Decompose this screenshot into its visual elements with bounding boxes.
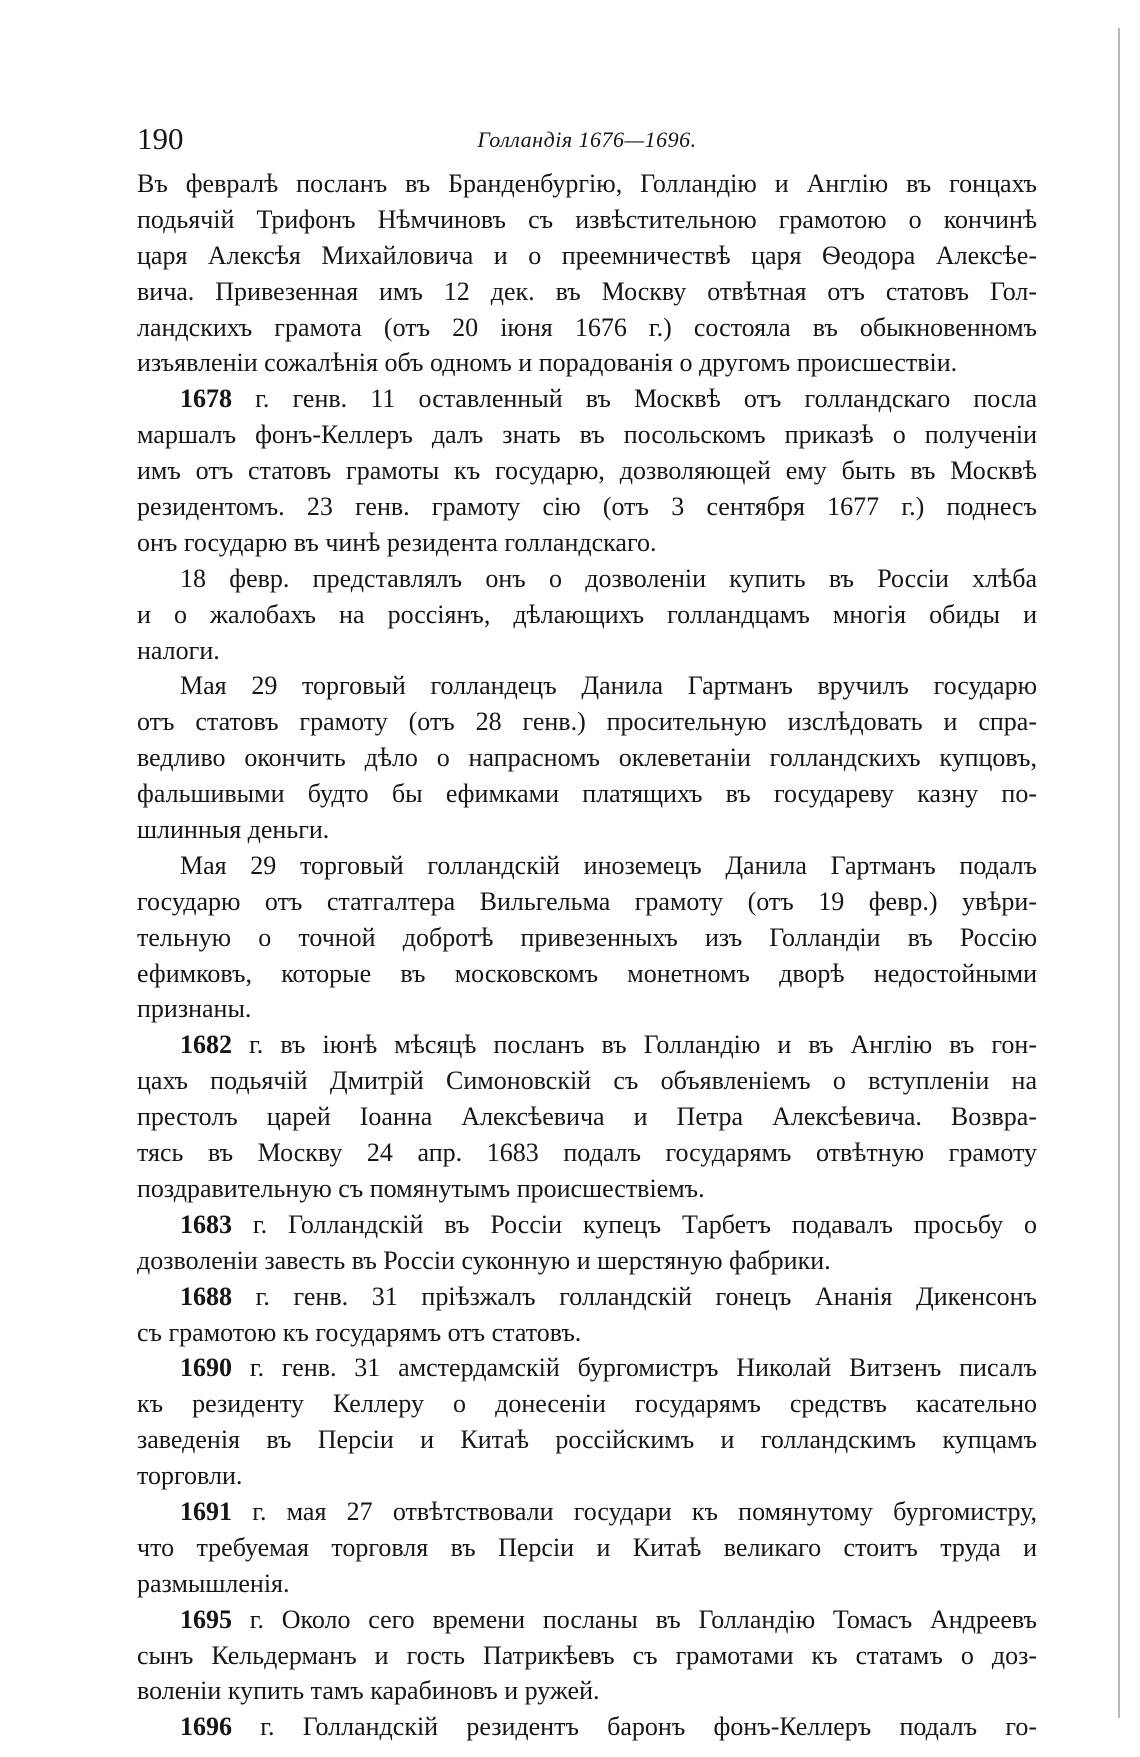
line-text: Въ февралѣ посланъ въ Бранденбургію, Голландію и Англію въ гонцахъ (137, 169, 1037, 198)
text-line (137, 1063, 1037, 1099)
line-text: что требуемая торговля въ Персіи и Китаѣ великаго стоитъ труда и (137, 1532, 1037, 1562)
line-text: ефимковъ, которые въ московскомъ монетномъ дворѣ недостойными (137, 958, 1037, 988)
paragraph (137, 1709, 1037, 1745)
text-line (137, 633, 1037, 669)
body-text (137, 166, 1037, 1745)
text-line (137, 417, 1037, 453)
text-line (137, 1099, 1037, 1135)
text-line (137, 1207, 1037, 1243)
line-text: налоги. (137, 635, 220, 665)
line-text: маршалъ фонъ-Келлеръ далъ знать въ посольскомъ приказѣ о полученіи (137, 420, 1037, 450)
line-text: г. генв. 31 пріѣзжалъ голландскій гонецъ Ананія Дикенсонъ (232, 1281, 1037, 1311)
line-text: признаны. (137, 994, 252, 1024)
line-text: г. мая 27 отвѣтствовали государи къ помянутому бургомистру, (232, 1496, 1037, 1526)
text-line (137, 1709, 1037, 1745)
line-text: г. Голландскій резидентъ баронъ фонъ-Келлеръ подалъ го- (232, 1712, 1037, 1742)
text-line (137, 1027, 1037, 1063)
line-text: шлинныя деньги. (137, 815, 330, 845)
entry-year: 1690 (180, 1353, 232, 1383)
line-text: дозволеніи завесть въ Россіи суконную и шерстяную фабрики. (137, 1245, 831, 1275)
line-text: престолъ царей Іоанна Алексѣевича и Петра Алексѣевича. Возвра- (137, 1102, 1037, 1132)
text-line (137, 920, 1037, 956)
text-line (137, 740, 1037, 776)
text-line (137, 1530, 1037, 1566)
text-line (137, 489, 1037, 525)
line-text: заведенія въ Персіи и Китаѣ россійскимъ и голландскимъ купцамъ (137, 1425, 1037, 1455)
line-text: воленіи купить тамъ карабиновъ и ружей. (137, 1676, 600, 1706)
text-line (137, 668, 1037, 704)
text-line (137, 1638, 1037, 1674)
paragraph (137, 668, 1037, 847)
line-text: фальшивыми будто бы ефимками платящихъ въ государеву казну по- (137, 779, 1037, 809)
entry-year: 1683 (180, 1209, 232, 1239)
line-text: ведливо окончить дѣло о напрасномъ оклеветаніи голландскихъ купцовъ, (137, 743, 1037, 773)
line-text: къ резиденту Келлеру о донесеніи государямъ средствъ касательно (137, 1389, 1037, 1419)
text-line (137, 1171, 1037, 1207)
text-line (137, 525, 1037, 561)
entry-year: 1682 (180, 1030, 232, 1060)
text-line (137, 274, 1037, 310)
line-text: съ грамотою къ государямъ отъ статовъ. (137, 1317, 582, 1347)
paragraph (137, 561, 1037, 669)
page-number: 190 (137, 121, 184, 156)
paragraph (137, 1027, 1037, 1206)
line-text: Мая 29 торговый голландецъ Данила Гартманъ вручилъ государю (180, 671, 1037, 701)
running-title: Голландія 1676—1696. (477, 127, 697, 152)
line-text: ландскихъ грамота (отъ 20 іюня 1676 г.) состояла въ обыкновенномъ (137, 312, 1037, 342)
text-line (137, 704, 1037, 740)
page-edge-line (1118, 28, 1120, 1718)
text-line (137, 1673, 1037, 1709)
text-line (137, 1386, 1037, 1422)
paragraph (137, 1350, 1037, 1494)
line-text: торговли. (137, 1461, 243, 1491)
paragraph (137, 166, 1037, 381)
line-text: отъ статовъ грамоту (отъ 28 генв.) просительную изслѣдовать и спра- (137, 707, 1037, 737)
text-line (137, 1135, 1037, 1171)
entry-year: 1695 (180, 1604, 232, 1634)
text-line (137, 991, 1037, 1027)
entry-year: 1688 (180, 1281, 232, 1311)
entry-year: 1678 (180, 384, 232, 414)
page-header (137, 122, 1037, 156)
text-line (137, 238, 1037, 274)
text-line (137, 345, 1037, 381)
line-text: г. Голландскій въ Россіи купецъ Тарбетъ подавалъ просьбу о (232, 1209, 1037, 1239)
text-line (137, 166, 1037, 202)
text-line (137, 1602, 1037, 1638)
line-text: резидентомъ. 23 генв. грамоту сію (отъ 3 сентября 1677 г.) поднесъ (137, 492, 1037, 522)
paragraph (137, 1207, 1037, 1279)
line-text: царя Алексѣя Михайловича и о преемничествѣ царя Ѳеодора Алексѣе- (137, 240, 1037, 270)
text-line (137, 1350, 1037, 1386)
paragraph (137, 1494, 1037, 1602)
text-line (137, 812, 1037, 848)
text-line (137, 848, 1037, 884)
line-text: и о жалобахъ на россіянъ, дѣлающихъ голландцамъ многія обиды и (137, 599, 1037, 629)
line-text: сынъ Кельдерманъ и гость Патрикѣевъ съ грамотами къ статамъ о доз- (137, 1640, 1037, 1670)
line-text: изъявленіи сожалѣнія объ одномъ и порадованія о другомъ происшествіи. (137, 348, 958, 378)
line-text: тясь въ Москву 24 апр. 1683 подалъ государямъ отвѣтную грамоту (137, 1138, 1037, 1168)
line-text: имъ отъ статовъ грамоты къ государю, дозволяющей ему быть въ Москвѣ (137, 456, 1037, 486)
entry-year: 1696 (180, 1712, 232, 1742)
line-text: Мая 29 торговый голландскій иноземецъ Данила Гартманъ подалъ (180, 850, 1037, 880)
entry-year: 1691 (180, 1496, 232, 1526)
text-line (137, 1494, 1037, 1530)
text-line (137, 1458, 1037, 1494)
paragraph (137, 848, 1037, 1027)
line-text: подьячій Трифонъ Нѣмчиновъ съ извѣстительною грамотою о кончинѣ (137, 204, 1037, 234)
text-line (137, 597, 1037, 633)
line-text: вича. Привезенная имъ 12 дек. въ Москву отвѣтная отъ статовъ Гол- (137, 276, 1037, 306)
line-text: г. генв. 11 оставленный въ Москвѣ отъ голландскаго посла (232, 384, 1037, 414)
text-line (137, 381, 1037, 417)
text-line (137, 561, 1037, 597)
text-line (137, 884, 1037, 920)
line-text: цахъ подьячій Дмитрій Симоновскій съ объявленіемъ о вступленіи на (137, 1066, 1037, 1096)
text-line (137, 453, 1037, 489)
line-text: г. генв. 31 амстердамскій бургомистръ Николай Витзенъ писалъ (232, 1353, 1037, 1383)
text-line (137, 1566, 1037, 1602)
paragraph (137, 1279, 1037, 1351)
text-line (137, 202, 1037, 238)
text-line (137, 1315, 1037, 1351)
text-line (137, 776, 1037, 812)
line-text: государю отъ статгалтера Вильгельма грамоту (отъ 19 февр.) увѣри- (137, 886, 1037, 916)
text-line (137, 1279, 1037, 1315)
text-line (137, 310, 1037, 346)
line-text: онъ государю въ чинѣ резидента голландскаго. (137, 527, 657, 557)
paragraph (137, 381, 1037, 560)
text-line (137, 956, 1037, 992)
text-line (137, 1243, 1037, 1279)
line-text: г. въ іюнѣ мѣсяцѣ посланъ въ Голландію и въ Англію въ гон- (232, 1030, 1037, 1060)
text-line (137, 1422, 1037, 1458)
line-text: тельную о точной добротѣ привезенныхъ изъ Голландіи въ Россію (137, 922, 1037, 952)
line-text: поздравительную съ помянутымъ происшествіемъ. (137, 1173, 705, 1203)
line-text: 18 февр. представлялъ онъ о дозволеніи купить въ Россіи хлѣба (180, 563, 1037, 593)
line-text: размышленія. (137, 1568, 290, 1598)
paragraph (137, 1602, 1037, 1710)
line-text: г. Около сего времени посланы въ Голландію Томасъ Андреевъ (232, 1604, 1037, 1634)
